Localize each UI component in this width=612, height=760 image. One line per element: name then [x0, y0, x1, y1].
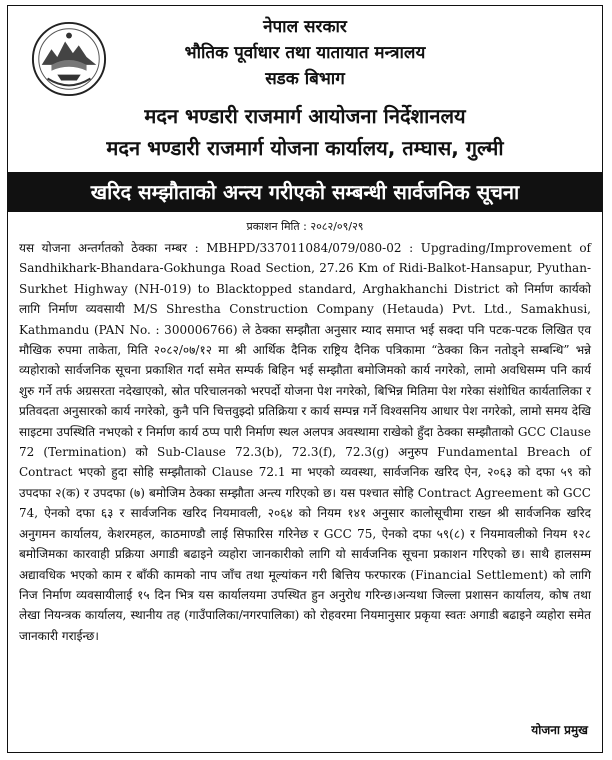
department-name: सडक बिभाग: [265, 69, 345, 89]
notice-body: [19, 238, 591, 646]
notice-title: खरिद सम्झौताको अन्त्य गरीएको सम्बन्धी सार्वजनिक सूचना: [8, 172, 602, 212]
office-name: मदन भण्डारी राजमार्ग योजना कार्यालय, तम्घास, गुल्मी: [106, 136, 504, 160]
notice-body-paragraph: यस योजना अन्तर्गतको ठेक्का नम्बर : MBHPD/337011084/079/080-02 : Upgrading/Improvement of Sandhikhark-Bhandara-Gokhunga Road Section, 27.26 Km of Ridi-Balkot-Hansapur, Pyuthan-Surkhet Highway (NH-019) to Blacktopped standard, Arghakhanchi District को निर्माण कार्यको लागि निर्माण व्यवसायी M/S Shrestha Construction Company (Hetauda) Pvt. Ltd., Samakhusi, Kathmandu (PAN No. : 300006766) ले ठेक्का सम्झौता अनुसार म्याद समाप्त भई सक्दा पनि पटक-पटक लिखित एव मौखिक रुपमा ताकेता, मिति २०८२/०७/१२ मा श्री आर्थिक दैनिक राष्ट्रिय दैनिक पत्रिकामा “ठेक्का किन नतोड्ने सम्बन्धि” भन्ने व्यहोराको सार्वजनिक सूचना प्रकाशित गर्दा समेत सम्पर्क बिहिन भई सम्झौता बमोजिमको कार्य नगरेको, लामो अवधिसम्म पनि कार्य शुरु गर्ने तर्फ अग्रसरता नदेखाएको, स्रोत परिचालनको भरपर्दो योजना पेश नगरेको, बिभिन्न मितिमा पेश गरेका संशोधित कार्यतालिका र प्रतिवदता अनुसारको कार्य नगरेको, कुनै पनि चित्तवुझ्दो प्रतिक्रिया र कार्य सम्पन्न गर्ने विश्वसनिय आधार पेश नगरेको, लामो समय देखि साइटमा उपस्थिति नभएको र निर्माण कार्य ठप्प पारी निर्माण स्थल अलपत्र अवस्थामा राखेको हुँदा ठेक्का सम्झौताको GCC Clause 72 (Termination) को Sub-Clause 72.3(b), 72.3(f), 72.3(g) अनुरुप Fundamental Breach of Contract भएको हुदा सोहि सम्झौताको Clause 72.1 मा भएको व्यवस्था, सार्वजनिक खरिद ऐन, २०६३ को दफा ५९ को उपदफा २(क) र उपदफा (७) बमोजिम ठेक्का सम्झौता अन्त्य गरिएको छ। यस पश्चात सोहि Contract Agreement को GCC 74, ऐनको दफा ६३ र सार्वजनिक खरिद नियमावली, २०६४ को नियम १४१ अनुसार कालोसूचीमा राख्न श्री सार्वजनिक खरिद अनुगमन कार्यालय, केशरमहल, काठमाण्डौ लाई सिफारिस गरिनेछ र GCC 75, ऐनको दफा ५९(८) र नियमावलीको नियम १२८ बमोजिमका कारवाही प्रक्रिया अगाडी बढाइने व्यहोरा जानकारीको लागि यो सार्वजनिक सूचना प्रकाशन गरिएको छ। साथै हालसम्म अद्यावधिक भएको काम र बाँकी कामको नाप जाँच तथा मूल्यांकन गरी बित्तिय फरफारक (Financial Settlement) को लागि निज निर्माण व्यवसायीलाई १५ दिन भित्र यस कार्यालयमा उपस्थित हुन अनुरोध गरिन्छ।अन्यथा जिल्ला प्रशासन कार्यालय, कोष तथा लेखा नियन्त्रक कार्यालय, स्थानीय तह (गाउँपालिका/नगरपालिका) को रोहवरमा नियमानुसार प्रकृया स्वतः अगाडी बढाइने व्यहोरा समेत जानकारी गराईन्छ।: [19, 241, 591, 643]
government-name: नेपाल सरकार: [263, 17, 347, 37]
publication-date: प्रकाशन मिति : २०८२/०९/२९: [246, 220, 364, 233]
signatory-title: योजना प्रमुख: [531, 723, 588, 737]
notice-page: [7, 5, 603, 753]
directorate-name: मदन भण्डारी राजमार्ग आयोजना निर्देशानलय: [144, 104, 466, 128]
ministry-name: भौतिक पूर्वाधार तथा यातायात मन्त्रालय: [184, 43, 426, 63]
